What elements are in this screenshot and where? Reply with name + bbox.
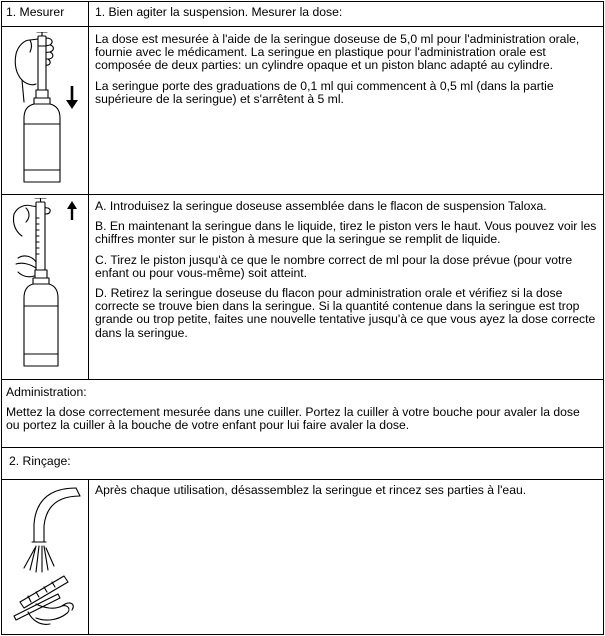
table-border-left [1,1,2,635]
administration-section [6,386,596,433]
draw-step-b: B. En maintenant la seringue dans le liquide, tirez le piston vers le haut. Vous pouvez voir les chiffres monter sur le piston à mesure que la seringue se remplit de liquide. [95,219,597,247]
rinsing-under-tap-illustration [6,484,84,633]
draw-step-a: A. Introduisez la seringue doseuse assemblée dans le flacon de suspension Taloxa. [95,199,547,213]
section-1-heading: 1. Bien agiter la suspension. Mesurer la dose: [95,5,343,19]
section-2-label: 2. Rinçage: [9,454,71,468]
draw-step-d: D. Retirez la seringue doseuse du flacon pour administration orale et vérifiez si la dose correcte se trouve bien dans la seringue. Si la quantité contenue dans la seringue est trop grande ou trop petite, faites une nouvelle tentative jusqu'à ce que vous ayez la dose correcte dans la seringue. [95,286,596,340]
column-divider [88,1,89,380]
administration-title: Administration: [6,385,87,399]
table-border-bottom [1,634,604,635]
table-border-right [603,1,604,635]
rinse-instructions: Après chaque utilisation, désassemblez la seringue et rincez ses parties à l'eau. [95,483,527,497]
arrow-down-icon [66,86,78,109]
measure-paragraph: La dose est mesurée à l'aide de la seringue doseuse de 5,0 ml pour l'administration orale, fournie avec le médicament. La seringue en plastique pour l'administration orale est composée de deux parties: un cylindre opaque et un piston blanc adapté au cylindre. [95,32,580,73]
row-divider [1,26,604,27]
table-border-top [1,1,604,2]
measure-paragraph: La seringue porte des graduations de 0,1 ml qui commencent à 0,5 ml (dans la partie supérieure de la seringue) et s'arrêtent à 5 ml. [95,78,554,106]
administration-text: Mettez la dose correctement mesurée dans une cuiller. Portez la cuiller à votre bouche pour avaler la dose ou portez la cuiller à la bouche de votre enfant pour lui faire avaler la dose. [6,405,580,433]
section-1-label: 1. Mesurer [6,5,65,19]
row-divider [1,194,604,195]
measure-instructions [95,33,597,106]
row-divider [1,447,604,448]
row-divider [1,479,604,480]
column-divider [88,479,89,635]
draw-step-c: C. Tirez le piston jusqu'à ce que le nombre correct de ml pour la dose prévue (pour votre enfant ou pour vous-même) soit atteint. [95,252,573,280]
pulling-plunger-illustration [8,198,84,379]
row-divider [1,379,604,380]
draw-instructions [95,200,597,340]
arrow-up-icon [67,201,77,220]
syringe-in-bottle-illustration [10,32,84,193]
